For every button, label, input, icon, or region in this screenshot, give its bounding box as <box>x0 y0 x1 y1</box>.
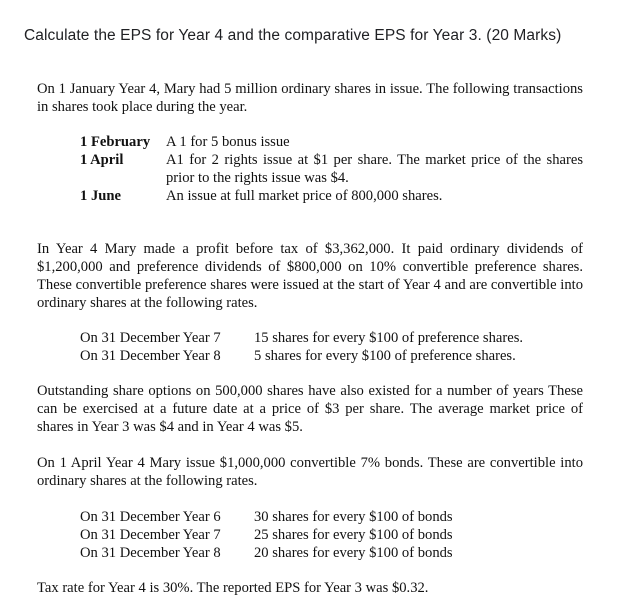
bonds-paragraph: On 1 April Year 4 Mary issue $1,000,000 convertible 7% bonds. These are convertible into ordinary shares at the following rates. <box>37 455 583 489</box>
rate-date: On 31 December Year 6 <box>80 509 221 525</box>
options-paragraph: Outstanding share options on 500,000 shares have also existed for a number of years These can be exercised at a future date at a price of $3 per share. The average market price of shares in Year 3 was $4 and in Year 4 was $5. <box>37 383 583 435</box>
transaction-row <box>80 151 583 187</box>
question-heading: Calculate the EPS for Year 4 and the comparative EPS for Year 3. (20 Marks) <box>24 27 562 44</box>
tax-paragraph: Tax rate for Year 4 is 30%. The reported EPS for Year 3 was $0.32. <box>37 580 429 596</box>
rate-row <box>80 508 453 526</box>
intro-paragraph: On 1 January Year 4, Mary had 5 million ordinary shares in issue. The following transactions in shares took place during the year. <box>37 81 583 115</box>
rate-value: 15 shares for every $100 of preference shares. <box>254 330 524 346</box>
rate-row <box>80 544 453 562</box>
transactions-table <box>80 133 583 205</box>
rate-value: 20 shares for every $100 of bonds <box>254 545 453 561</box>
transaction-date: 1 June <box>80 188 121 204</box>
rate-date: On 31 December Year 8 <box>80 348 221 364</box>
rate-value: 5 shares for every $100 of preference shares. <box>254 348 516 364</box>
options-paragraph-wrapper <box>37 382 583 436</box>
transaction-description: An issue at full market price of 800,000 shares. <box>166 188 443 204</box>
rate-value: 25 shares for every $100 of bonds <box>254 527 453 543</box>
transaction-description: A1 for 2 rights issue at $1 per share. The market price of the shares prior to the rights issue was $4. <box>166 152 583 186</box>
rate-date: On 31 December Year 8 <box>80 545 221 561</box>
transaction-date: 1 February <box>80 134 151 150</box>
bond-conversion-rates <box>80 508 453 562</box>
transaction-row <box>80 133 583 151</box>
rate-date: On 31 December Year 7 <box>80 330 221 346</box>
rate-date: On 31 December Year 7 <box>80 527 221 543</box>
rate-row <box>80 347 523 365</box>
transaction-row <box>80 187 583 205</box>
transaction-date: 1 April <box>80 152 124 168</box>
rate-row <box>80 329 523 347</box>
rate-row <box>80 526 453 544</box>
preference-conversion-rates <box>80 329 523 365</box>
profit-paragraph: In Year 4 Mary made a profit before tax of $3,362,000. It paid ordinary dividends of $1,200,000 and preference dividends of $800,000 on 10% convertible preference shares. These convertible preference shares were issued at the start of Year 4 and are convertible into ordinary shares at the following rates. <box>37 241 583 311</box>
rate-value: 30 shares for every $100 of bonds <box>254 509 453 525</box>
transaction-description: A 1 for 5 bonus issue <box>166 134 290 150</box>
